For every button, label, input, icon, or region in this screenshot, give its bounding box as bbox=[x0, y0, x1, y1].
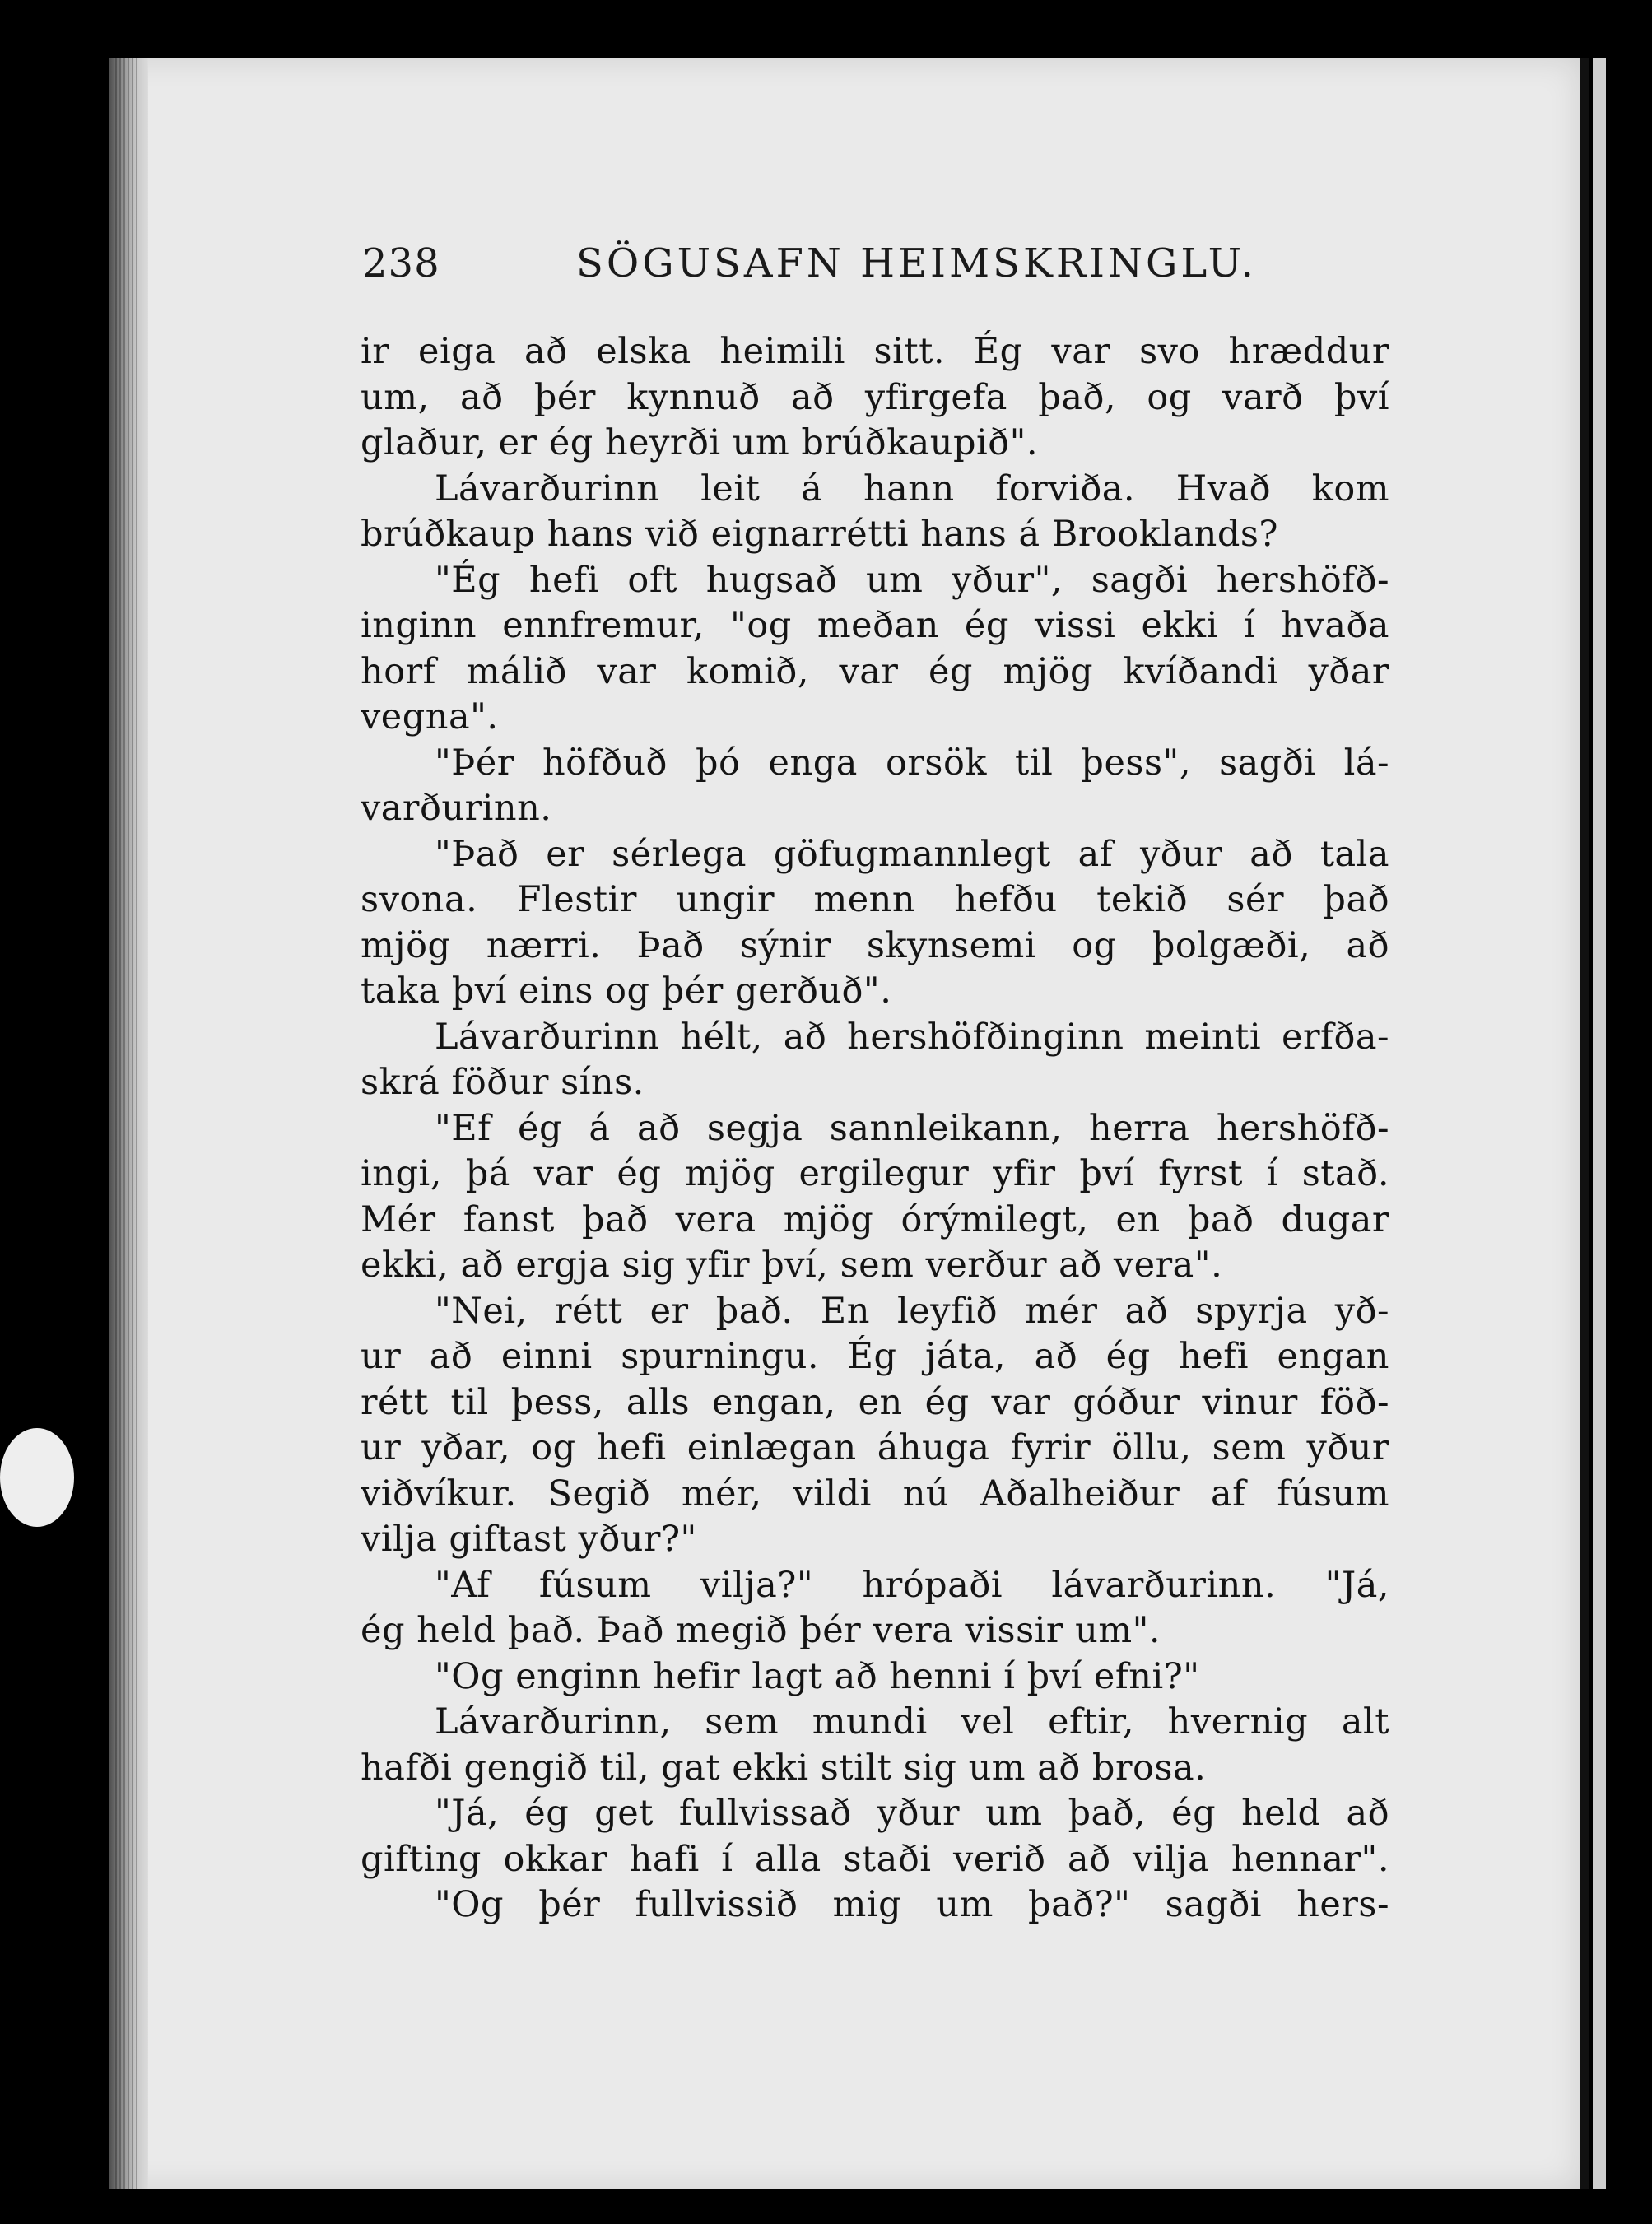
text-line: vilja giftast yður?" bbox=[361, 1519, 697, 1560]
text-line: rétt til þess, alls engan, en ég var góður vinur föð- bbox=[361, 1381, 1389, 1423]
text-line: Lávarðurinn, sem mundi vel eftir, hvernig alt bbox=[435, 1701, 1389, 1742]
text-line: hafði gengið til, gat ekki stilt sig um að brosa. bbox=[361, 1747, 1207, 1789]
text-line: Mér fanst það vera mjög órýmilegt, en það dugar bbox=[361, 1198, 1389, 1240]
text-line: um, að þér kynnuð að yfirgefa það, og varð því bbox=[361, 376, 1389, 418]
text-line: horf málið var komið, var ég mjög kvíðandi yðar bbox=[361, 650, 1389, 692]
text-line: "Já, ég get fullvissað yður um það, ég held að bbox=[435, 1793, 1389, 1834]
page-damage-mark bbox=[0, 1428, 74, 1527]
text-line: ur að einni spurningu. Ég játa, að ég hefi engan bbox=[361, 1336, 1389, 1377]
book-spine-gutter bbox=[109, 58, 148, 2189]
text-line: "Ég hefi oft hugsað um yður", sagði hershöfð- bbox=[435, 559, 1389, 601]
page-right-edge bbox=[1580, 58, 1589, 2189]
text-line: ekki, að ergja sig yfir því, sem verður að vera". bbox=[361, 1245, 1223, 1286]
text-line: skrá föður síns. bbox=[361, 1062, 645, 1103]
text-line: varðurinn. bbox=[361, 788, 552, 829]
running-title: SÖGUSAFN HEIMSKRINGLU. bbox=[576, 240, 1257, 286]
text-line: "Og þér fullvissið mig um það?" sagði hers- bbox=[435, 1884, 1389, 1925]
text-line: taka því eins og þér gerðuð". bbox=[361, 970, 892, 1012]
text-line: "Ef ég á að segja sannleikann, herra hershöfð- bbox=[435, 1107, 1389, 1149]
text-line: "Af fúsum vilja?" hrópaði lávarðurinn. "Já, bbox=[435, 1564, 1389, 1606]
text-line: "Nei, rétt er það. En leyfið mér að spyrja yð- bbox=[435, 1290, 1389, 1332]
text-line: gifting okkar hafi í alla staði verið að vilja hennar". bbox=[361, 1838, 1389, 1880]
text-line: ég held það. Það megið þér vera vissir um". bbox=[361, 1610, 1161, 1651]
page-header bbox=[362, 240, 1391, 290]
gutter-texture bbox=[115, 58, 138, 2189]
page-number: 238 bbox=[362, 240, 440, 286]
text-line: glaður, er ég heyrði um brúðkaupið". bbox=[361, 422, 1039, 463]
text-line: viðvíkur. Segið mér, vildi nú Aðalheiður af fúsum bbox=[361, 1473, 1389, 1514]
text-line: "Og enginn hefir lagt að henni í því efni?" bbox=[435, 1655, 1200, 1697]
text-line: ur yðar, og hefi einlægan áhuga fyrir öllu, sem yður bbox=[361, 1427, 1389, 1468]
next-page-strip bbox=[1593, 58, 1606, 2189]
text-line: Lávarðurinn hélt, að hershöfðinginn meinti erfða- bbox=[435, 1016, 1389, 1058]
body-text bbox=[361, 329, 1389, 1929]
text-line: mjög nærri. Það sýnir skynsemi og þolgæði, að bbox=[361, 924, 1389, 966]
text-line: ingi, þá var ég mjög ergilegur yfir því fyrst í stað. bbox=[361, 1153, 1389, 1194]
text-line: brúðkaup hans við eignarrétti hans á Brooklands? bbox=[361, 514, 1278, 555]
text-line: vegna". bbox=[361, 696, 499, 737]
text-line: "Það er sérlega göfugmannlegt af yður að tala bbox=[435, 833, 1389, 875]
text-line: ir eiga að elska heimili sitt. Ég var svo hræddur bbox=[361, 331, 1389, 372]
text-line: inginn ennfremur, "og meðan ég vissi ekki í hvaða bbox=[361, 605, 1389, 646]
text-line: Lávarðurinn leit á hann forviða. Hvað kom bbox=[435, 468, 1389, 509]
text-line: "Þér höfðuð þó enga orsök til þess", sagði lá- bbox=[435, 742, 1389, 784]
text-line: svona. Flestir ungir menn hefðu tekið sér það bbox=[361, 879, 1389, 920]
